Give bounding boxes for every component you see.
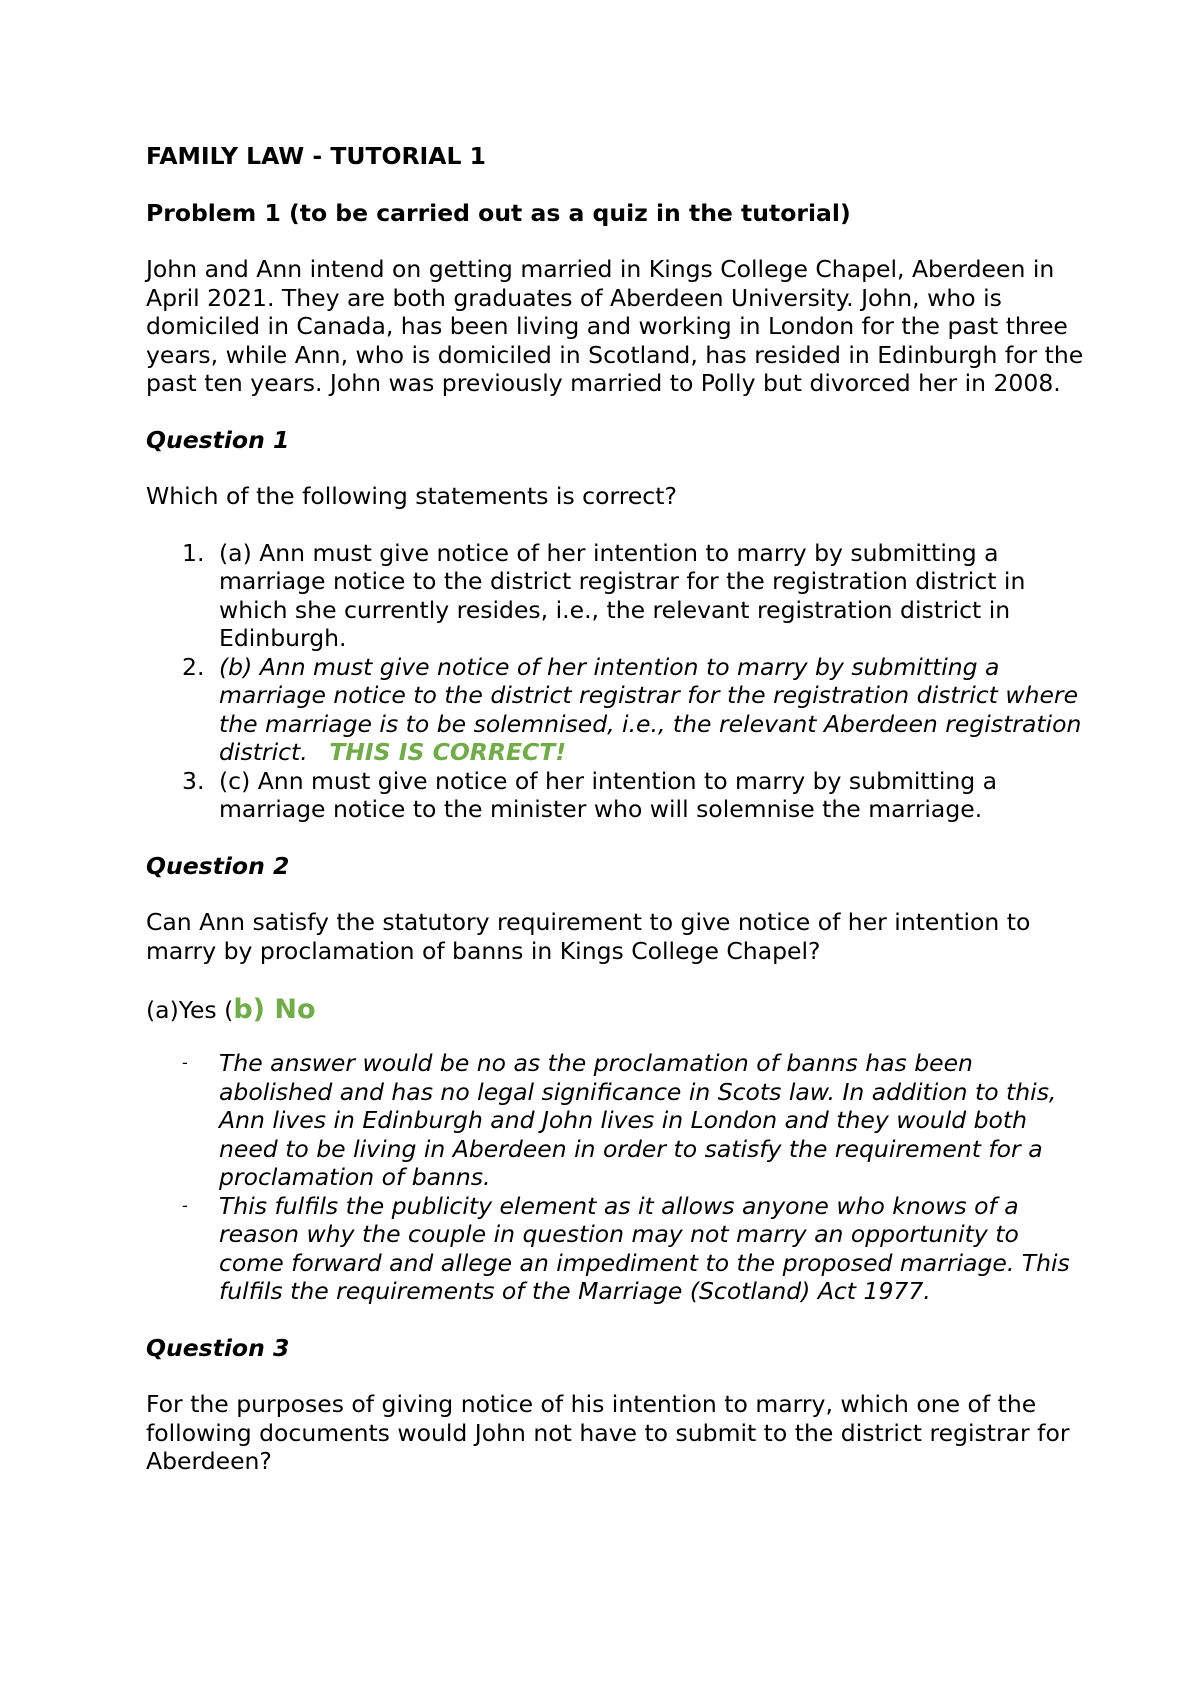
- dash-bullet: -: [182, 1195, 188, 1215]
- option-text: (a) Ann must give notice of her intention to marry by submitting a marriage notice to the district registrar for the registration district in which she currently resides, i.e., the relevant registration district in Edinburgh.: [219, 538, 1026, 652]
- question-2-explanations: [146, 1049, 1086, 1306]
- option-number: 3.: [182, 766, 205, 795]
- answer-b-correct: b) No: [233, 994, 316, 1025]
- document-page: [146, 142, 1086, 1504]
- question-3-heading: Question 3: [146, 1333, 290, 1362]
- document-title: FAMILY LAW - TUTORIAL 1: [146, 142, 486, 170]
- question-2-prompt: Can Ann satisfy the statutory requirement to give notice of her intention to marry by proclamation of banns in Kings College Chapel?: [146, 908, 1031, 965]
- intro-paragraph: John and Ann intend on getting married in Kings College Chapel, Aberdeen in April 2021. They are both graduates of Aberdeen University. John, who is domiciled in Canada, has been living and working in London for the past three years, while Ann, who is domiciled in Scotland, has resided in Edinburgh for the past ten years. John was previously married to Polly but divorced her in 2008.: [146, 255, 1084, 397]
- option-text: (b) Ann must give notice of her intention to marry by submitting a marriage notice to the district registrar for the registration district where the marriage is to be solemnised, i.e., the relevant Aberdeen registration district.: [219, 652, 1082, 766]
- option-item-correct: [146, 653, 1086, 767]
- option-text: (c) Ann must give notice of her intention to marry by submitting a marriage notice to the minister who will solemnise the marriage.: [219, 766, 998, 823]
- explanation-text: This fulfils the publicity element as it allows anyone who knows of a reason why the couple in question may not marry an opportunity to come forward and allege an impediment to the proposed marriage. This fulfils the requirements of the Marriage (Scotland) Act 1977.: [219, 1191, 1070, 1305]
- question-1-heading: Question 1: [146, 425, 290, 454]
- explanation-item: [146, 1049, 1086, 1192]
- question-1-options: [146, 539, 1086, 824]
- question-2-answer: [146, 993, 1086, 1027]
- answer-a: (a)Yes (: [146, 996, 234, 1024]
- question-2-heading: Question 2: [146, 851, 290, 880]
- correct-mark: THIS IS CORRECT!: [329, 738, 567, 766]
- option-number: 2.: [182, 652, 205, 681]
- explanation-text: The answer would be no as the proclamation of banns has been abolished and has no legal significance in Scots law. In addition to this, Ann lives in Edinburgh and John lives in London and they would both need to be living in Aberdeen in order to satisfy the requirement for a proclamation of banns.: [219, 1049, 1057, 1191]
- option-item: [146, 539, 1086, 653]
- explanation-item: [146, 1192, 1086, 1306]
- option-item: [146, 767, 1086, 824]
- dash-bullet: -: [182, 1053, 188, 1072]
- question-3-prompt: For the purposes of giving notice of his intention to marry, which one of the following documents would John not have to submit to the district registrar for Aberdeen?: [146, 1390, 1070, 1475]
- problem-heading: Problem 1 (to be carried out as a quiz in the tutorial): [146, 198, 851, 227]
- question-1-prompt: Which of the following statements is correct?: [146, 482, 677, 510]
- option-number: 1.: [182, 538, 205, 567]
